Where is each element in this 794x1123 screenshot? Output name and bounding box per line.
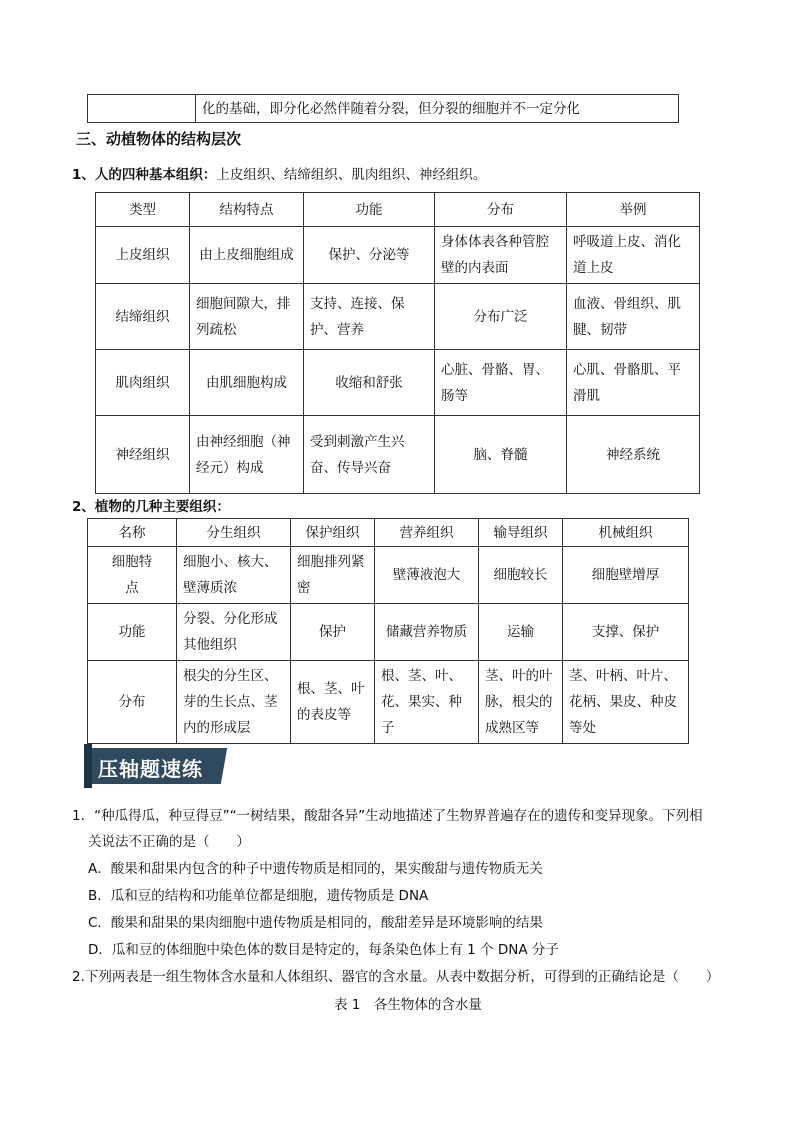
table-header-row <box>88 519 689 547</box>
top-table-right-cell: 化的基础，即分化必然伴随着分裂，但分裂的细胞并不一定分化 <box>196 95 679 123</box>
table-cell: 支撑、保护 <box>563 604 689 661</box>
animal-tissue-table <box>95 192 700 494</box>
table-header-cell: 结构特点 <box>190 193 304 227</box>
table-row <box>96 227 700 284</box>
table-header-cell: 机械组织 <box>563 519 689 547</box>
table-cell: 心肌、骨骼肌、平滑肌 <box>567 350 700 416</box>
table-header-cell: 名称 <box>88 519 177 547</box>
table-header-cell: 功能 <box>304 193 435 227</box>
q1-option-d: D．瓜和豆的体细胞中染色体的数目是特定的，每条染色体上有 1 个 DNA 分子 <box>88 942 559 958</box>
table-cell: 肌肉组织 <box>96 350 190 416</box>
table-header-row <box>96 193 700 227</box>
table-cell: 茎、叶的叶脉，根尖的成熟区等 <box>479 661 563 744</box>
practice-banner <box>88 742 228 790</box>
table-cell: 细胞特点 <box>88 547 177 604</box>
table-cell: 结缔组织 <box>96 284 190 350</box>
table-header-cell: 营养组织 <box>375 519 479 547</box>
table-cell: 保护、分泌等 <box>304 227 435 284</box>
q1-option-a: A．酸果和甜果内包含的种子中遗传物质是相同的，果实酸甜与遗传物质无关 <box>88 861 543 877</box>
item1-line <box>72 163 486 183</box>
table-cell: 分裂、分化形成其他组织 <box>177 604 291 661</box>
q2-stem: 2.下列两表是一组生物体含水量和人体组织、器官的含水量。从表中数据分析，可得到的正确结论是（ ） <box>72 969 720 985</box>
table-header-cell: 类型 <box>96 193 190 227</box>
table-cell: 支持、连接、保护、营养 <box>304 284 435 350</box>
table-cell: 茎、叶柄、叶片、花柄、果皮、种皮等处 <box>563 661 689 744</box>
table-cell: 细胞较长 <box>479 547 563 604</box>
table-cell: 由上皮细胞组成 <box>190 227 304 284</box>
item2-line: 2、植物的几种主要组织： <box>72 499 230 515</box>
table-cell: 运输 <box>479 604 563 661</box>
table-cell: 壁薄液泡大 <box>375 547 479 604</box>
table-cell: 分布广泛 <box>435 284 567 350</box>
q2-table-caption: 表 1 各生物体的含水量 <box>334 997 482 1013</box>
table-row <box>96 416 700 494</box>
banner-title: 压轴题速练 <box>98 757 203 781</box>
q1-stem-line2: 关说法不正确的是（ ） <box>88 834 250 850</box>
section3-title: 三、动植物体的结构层次 <box>76 130 242 148</box>
item1-text: 上皮组织、结缔组织、肌肉组织、神经组织。 <box>216 167 487 183</box>
table-cell: 上皮组织 <box>96 227 190 284</box>
table-cell: 根尖的分生区、芽的生长点、茎内的形成层 <box>177 661 291 744</box>
table-cell: 根、茎、叶、花、果实、种子 <box>375 661 479 744</box>
table-cell: 脑、脊髓 <box>435 416 567 494</box>
banner-edge <box>84 744 92 788</box>
table-cell: 由神经细胞（神经元）构成 <box>190 416 304 494</box>
table-cell: 分布 <box>88 661 177 744</box>
table-row <box>88 661 689 744</box>
table-row <box>88 604 689 661</box>
table-row <box>96 284 700 350</box>
q1-option-c: C．酸果和甜果的果肉细胞中遗传物质是相同的，酸甜差异是环境影响的结果 <box>88 915 543 931</box>
top-table-fragment <box>87 94 679 123</box>
table-cell: 受到刺激产生兴奋、传导兴奋 <box>304 416 435 494</box>
table-cell: 根、茎、叶的表皮等 <box>291 661 375 744</box>
table-row <box>88 547 689 604</box>
table-header-cell: 分布 <box>435 193 567 227</box>
table-cell: 呼吸道上皮、消化道上皮 <box>567 227 700 284</box>
table-cell: 保护 <box>291 604 375 661</box>
plant-tissue-table <box>87 518 689 744</box>
table-cell: 心脏、骨骼、胃、肠等 <box>435 350 567 416</box>
table-cell: 由肌细胞构成 <box>190 350 304 416</box>
table-header-cell: 保护组织 <box>291 519 375 547</box>
table-cell: 储藏营养物质 <box>375 604 479 661</box>
item1-bold: 1、人的四种基本组织： <box>72 167 217 183</box>
table-cell: 功能 <box>88 604 177 661</box>
table-cell: 细胞小、核大、壁薄质浓 <box>177 547 291 604</box>
top-table-left-cell <box>88 95 196 123</box>
q1-option-b: B．瓜和豆的结构和功能单位都是细胞，遗传物质是 DNA <box>88 888 429 904</box>
table-header-cell: 举例 <box>567 193 700 227</box>
table-cell: 血液、骨组织、肌腱、韧带 <box>567 284 700 350</box>
table-cell: 身体体表各种管腔壁的内表面 <box>435 227 567 284</box>
table-row <box>96 350 700 416</box>
table-cell: 收缩和舒张 <box>304 350 435 416</box>
table-cell: 神经组织 <box>96 416 190 494</box>
table-cell: 细胞间隙大，排列疏松 <box>190 284 304 350</box>
table-header-cell: 输导组织 <box>479 519 563 547</box>
table-header-cell: 分生组织 <box>177 519 291 547</box>
q1-stem-line1: 1．“种瓜得瓜，种豆得豆”“一树结果，酸甜各异”生动地描述了生物界普遍存在的遗传和变异现象。下列相 <box>72 808 703 824</box>
table-cell: 细胞壁增厚 <box>563 547 689 604</box>
table-cell: 细胞排列紧密 <box>291 547 375 604</box>
table-cell: 神经系统 <box>567 416 700 494</box>
